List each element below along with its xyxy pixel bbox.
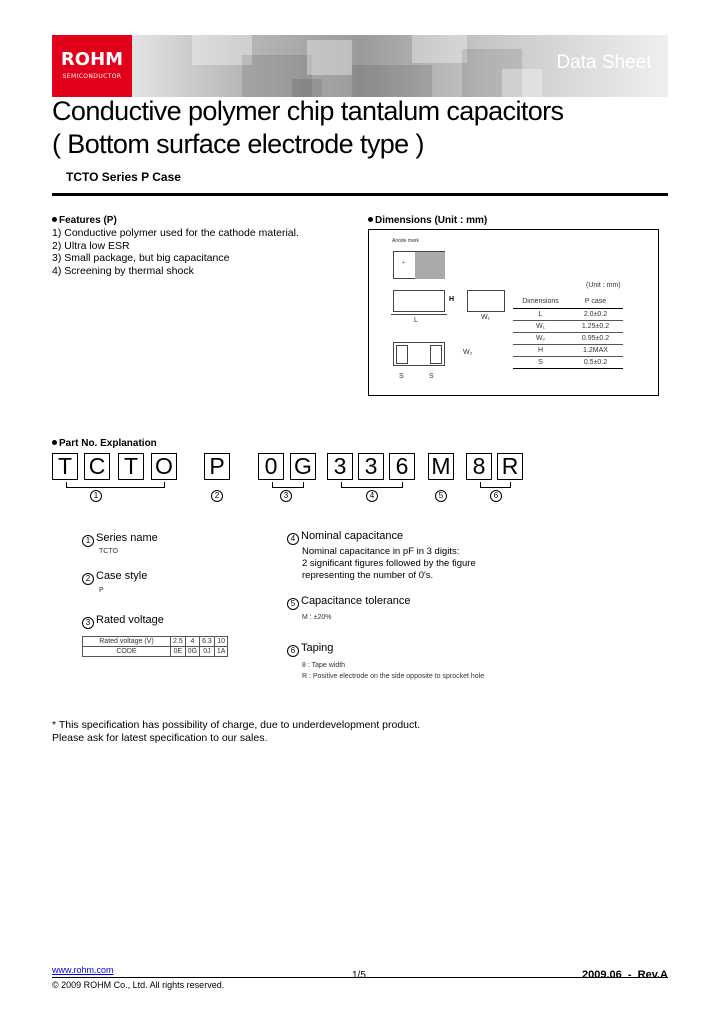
spec-note: * This specification has possibility of charge, due to underdevelopment product. Please ask for latest specification to our sales. <box>52 719 421 744</box>
revision: 2009.06 - Rev.A <box>581 969 668 981</box>
dimensions-table <box>513 296 623 369</box>
part-char: R <box>497 453 523 480</box>
part-char: M <box>428 453 454 480</box>
part-char: T <box>52 453 78 480</box>
tolerance-label: 5 Capacitance tolerance <box>287 595 410 610</box>
features-heading: Features (P) <box>52 215 117 226</box>
part-char: T <box>118 453 144 480</box>
table-row: W₁ 1.25±0.2 <box>513 320 623 332</box>
part-char: 3 <box>327 453 353 480</box>
tolerance-value: M : ±20% <box>302 614 332 621</box>
part-char: 0 <box>258 453 284 480</box>
part-no-heading: Part No. Explanation <box>52 438 157 449</box>
taping-desc: 8 : Tape width R : Positive electrode on the side opposite to sprocket hole <box>302 662 485 680</box>
marker-3: 3 <box>280 490 292 502</box>
bracket <box>480 482 511 488</box>
bullet-icon <box>368 217 373 222</box>
marker-2: 2 <box>211 490 223 502</box>
page-subtitle: ( Bottom surface electrode type ) <box>52 129 424 159</box>
marker-5: 5 <box>435 490 447 502</box>
doc-type-label: Data Sheet <box>556 52 652 73</box>
marker-1: 1 <box>90 490 102 502</box>
dimensions-drawing <box>368 229 659 396</box>
bracket <box>272 482 304 488</box>
case-style-label: 2 Case style <box>82 570 147 585</box>
rohm-logo[interactable] <box>52 35 132 97</box>
page-number: 1/5 <box>352 970 366 981</box>
logo-sub: SEMICONDUCTOR <box>62 73 122 80</box>
marker-4: 4 <box>366 490 378 502</box>
rated-voltage-label: 3 Rated voltage <box>82 614 164 629</box>
table-row: Dimensions P case <box>513 296 623 308</box>
series-name-value: TCTO <box>99 548 118 555</box>
side-view <box>393 290 445 312</box>
end-view <box>467 290 505 312</box>
dimensions-heading: Dimensions (Unit : mm) <box>368 215 487 226</box>
dim-label-w2: W₂ <box>463 349 473 356</box>
list-item: 2) Ultra low ESR <box>52 239 130 252</box>
part-char: P <box>204 453 230 480</box>
rated-voltage-table <box>82 636 228 657</box>
list-item: 3) Small package, but big capacitance <box>52 252 230 265</box>
table-row: H 1.2MAX <box>513 344 623 356</box>
part-char: C <box>84 453 110 480</box>
dim-label-l: L <box>414 317 418 324</box>
title-rule <box>52 193 668 196</box>
series-label: TCTO Series P Case <box>66 170 181 184</box>
top-view: + <box>393 251 445 279</box>
table-row: L 2.0±0.2 <box>513 308 623 320</box>
copyright: © 2009 ROHM Co., Ltd. All rights reserved. <box>52 980 225 990</box>
dim-label-w1: W₁ <box>481 314 490 321</box>
unit-note: (Unit : mm) <box>586 282 621 289</box>
table-row: Rated voltage (V) 2.5 4 6.3 10 <box>83 637 228 647</box>
bullet-icon <box>52 217 57 222</box>
dim-label-s1: S <box>399 373 404 380</box>
list-item: 1) Conductive polymer used for the cathode material. <box>52 227 299 239</box>
case-style-value: P <box>99 587 104 594</box>
marker-6: 6 <box>490 490 502 502</box>
rohm-website-link[interactable]: www.rohm.com <box>52 965 114 975</box>
bullet-icon <box>52 440 57 445</box>
part-char: 6 <box>389 453 415 480</box>
list-item: 4) Screening by thermal shock <box>52 264 194 277</box>
table-row: W₂ 0.95±0.2 <box>513 332 623 344</box>
bottom-view <box>393 342 445 366</box>
series-name-label: 1 Series name <box>82 532 158 547</box>
dim-label-h: H <box>449 296 455 303</box>
bracket <box>66 482 165 488</box>
bracket <box>341 482 403 488</box>
features-list <box>52 227 299 277</box>
page-title: Conductive polymer chip tantalum capacitors <box>52 96 564 126</box>
part-char: G <box>290 453 316 480</box>
nominal-cap-desc: Nominal capacitance in pF in 3 digits: 2 significant figures followed by the figure representing the number of 0's. <box>302 546 476 581</box>
part-char: 3 <box>358 453 384 480</box>
taping-label: 6 Taping <box>287 642 333 657</box>
part-char: 8 <box>466 453 492 480</box>
anode-mark-label: Anode mark <box>392 238 419 244</box>
table-row: CODE 0E 0G 0J 1A <box>83 647 228 657</box>
logo-name: ROHM <box>60 49 124 70</box>
dim-label-s2: S <box>429 373 434 380</box>
nominal-cap-label: 4 Nominal capacitance <box>287 530 403 545</box>
part-char: O <box>151 453 177 480</box>
table-row: S 0.5±0.2 <box>513 356 623 368</box>
